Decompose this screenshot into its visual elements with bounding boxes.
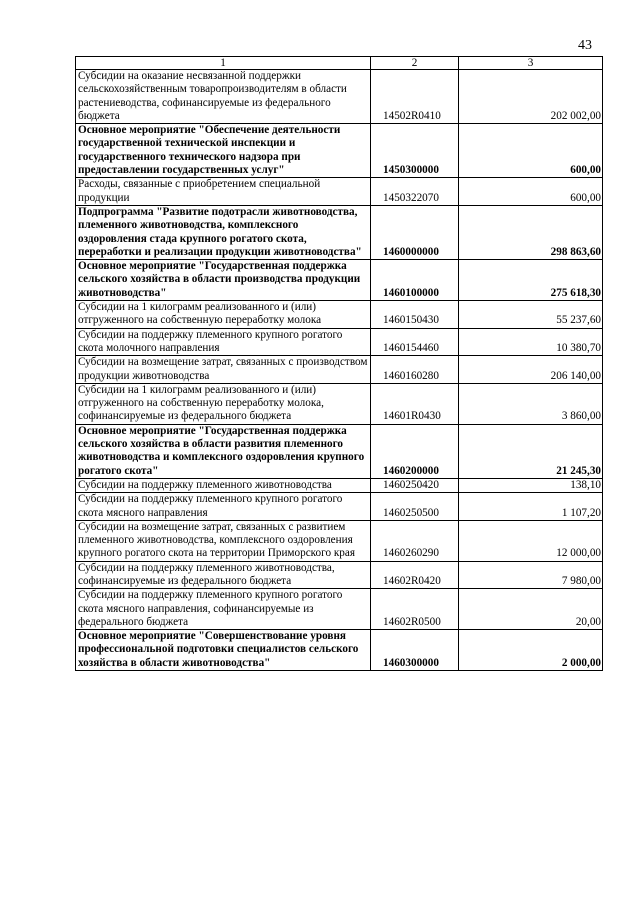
amount-cell: 7 980,00: [459, 561, 603, 589]
table-row: [76, 178, 603, 206]
name-cell: Основное мероприятие "Государственная поддержка сельского хозяйства в области развития племенного животноводства и комплексного оздоровления крупного рогатого скота": [76, 424, 371, 478]
code-cell: 14601R0430: [371, 383, 459, 424]
amount-cell: 3 860,00: [459, 383, 603, 424]
name-cell: Субсидии на 1 килограмм реализованного и (или) отгруженного на собственную переработку молока, софинансируемые из федерального бюджета: [76, 383, 371, 424]
amount-cell: 2 000,00: [459, 630, 603, 671]
code-cell: 14602R0420: [371, 561, 459, 589]
code-cell: 1450300000: [371, 124, 459, 178]
code-cell: 1460300000: [371, 630, 459, 671]
amount-cell: 275 618,30: [459, 260, 603, 301]
amount-cell: 298 863,60: [459, 205, 603, 259]
table-row: [76, 70, 603, 124]
table-row: [76, 630, 603, 671]
code-cell: 1460160280: [371, 356, 459, 384]
table-row: [76, 205, 603, 259]
code-cell: 1460154460: [371, 328, 459, 356]
table-row: [76, 124, 603, 178]
page-number: 43: [578, 38, 592, 53]
table-row: [76, 520, 603, 561]
name-cell: Субсидии на оказание несвязанной поддержки сельскохозяйственным товаропроизводителям в области растениеводства, софинансируемые из федерального бюджета: [76, 70, 371, 124]
name-cell: Субсидии на поддержку племенного крупного рогатого скота молочного направления: [76, 328, 371, 356]
name-cell: Расходы, связанные с приобретением специальной продукции: [76, 178, 371, 206]
name-cell: Субсидии на 1 килограмм реализованного и (или) отгруженного на собственную переработку молока: [76, 301, 371, 329]
header-row: [76, 57, 603, 70]
code-cell: 1450322070: [371, 178, 459, 206]
code-cell: 1460250500: [371, 493, 459, 521]
table-row: [76, 589, 603, 630]
code-cell: 1460260290: [371, 520, 459, 561]
code-cell: 1460250420: [371, 478, 459, 492]
amount-cell: 138,10: [459, 478, 603, 492]
table-row: [76, 260, 603, 301]
amount-cell: 10 380,70: [459, 328, 603, 356]
code-cell: 1460150430: [371, 301, 459, 329]
name-cell: Основное мероприятие "Обеспечение деятельности государственной технической инспекции и государственного технического надзора при предоставлении государственных услуг": [76, 124, 371, 178]
code-cell: 14602R0500: [371, 589, 459, 630]
amount-cell: 600,00: [459, 178, 603, 206]
header-cell-name: 1: [76, 57, 371, 70]
table-row: [76, 561, 603, 589]
table-row: [76, 424, 603, 478]
name-cell: Субсидии на поддержку племенного крупного рогатого скота мясного направления: [76, 493, 371, 521]
amount-cell: 1 107,20: [459, 493, 603, 521]
amount-cell: 55 237,60: [459, 301, 603, 329]
name-cell: Основное мероприятие "Государственная поддержка сельского хозяйства в области производства продукции животноводства": [76, 260, 371, 301]
name-cell: Субсидии на возмещение затрат, связанных с развитием племенного животноводства, комплексного оздоровления крупного рогатого скота на территории Приморского края: [76, 520, 371, 561]
amount-cell: 202 002,00: [459, 70, 603, 124]
name-cell: Субсидии на возмещение затрат, связанных с производством продукции животноводства: [76, 356, 371, 384]
table-row: [76, 356, 603, 384]
amount-cell: 206 140,00: [459, 356, 603, 384]
amount-cell: 20,00: [459, 589, 603, 630]
amount-cell: 600,00: [459, 124, 603, 178]
amount-cell: 21 245,30: [459, 424, 603, 478]
table-row: [76, 478, 603, 492]
code-cell: 1460100000: [371, 260, 459, 301]
header-cell-amount: 3: [459, 57, 603, 70]
budget-table: [75, 56, 603, 671]
name-cell: Субсидии на поддержку племенного крупного рогатого скота мясного направления, софинансируемые из федерального бюджета: [76, 589, 371, 630]
table-row: [76, 328, 603, 356]
name-cell: Подпрограмма "Развитие подотрасли животноводства, племенного животноводства, комплексного оздоровления стада крупного рогатого скота, переработки и реализации продукции животноводства": [76, 205, 371, 259]
code-cell: 14502R0410: [371, 70, 459, 124]
code-cell: 1460000000: [371, 205, 459, 259]
table-row: [76, 383, 603, 424]
name-cell: Субсидии на поддержку племенного животноводства: [76, 478, 371, 492]
name-cell: Основное мероприятие "Совершенствование уровня профессиональной подготовки специалистов сельского хозяйства в области животноводства": [76, 630, 371, 671]
header-cell-code: 2: [371, 57, 459, 70]
table-row: [76, 301, 603, 329]
amount-cell: 12 000,00: [459, 520, 603, 561]
name-cell: Субсидии на поддержку племенного животноводства, софинансируемые из федерального бюджета: [76, 561, 371, 589]
table-row: [76, 493, 603, 521]
code-cell: 1460200000: [371, 424, 459, 478]
